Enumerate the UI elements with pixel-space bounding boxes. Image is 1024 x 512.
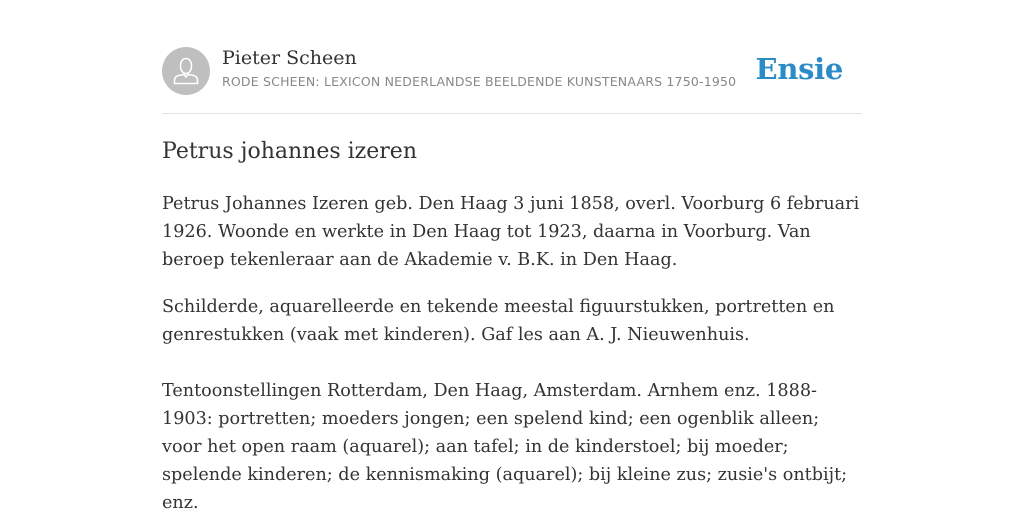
- author-source[interactable]: RODE SCHEEN: LEXICON NEDERLANDSE BEELDENDE KUNSTENAARS 1750-1950: [222, 74, 737, 89]
- article-title: Petrus johannes izeren: [162, 139, 417, 164]
- article-header: [162, 0, 862, 114]
- author-avatar[interactable]: [162, 47, 210, 95]
- article-paragraph: Schilderde, aquarelleerde en tekende meestal figuurstukken, portretten en genrestukken (vaak met kinderen). Gaf les aan A. J. Nieuwenhuis.: [162, 297, 835, 345]
- ensie-logo[interactable]: Ensie: [755, 52, 843, 86]
- article-card: [162, 0, 862, 512]
- user-silhouette-icon: [162, 47, 210, 95]
- author-name[interactable]: Pieter Scheen: [222, 47, 357, 69]
- article-body: [162, 190, 862, 512]
- article-paragraph: Tentoonstellingen Rotterdam, Den Haag, Amsterdam. Arnhem enz. 1888-1903: portretten; moeders jongen; een spelend kind; een ogenblik alleen; voor het open raam (aquarel); aan tafel; in de kinderstoel; bij moeder; spelende kinderen; de kennismaking (aquarel); bij kleine zus; zusie's ontbijt; enz.: [162, 381, 848, 512]
- article-paragraph: Petrus Johannes Izeren geb. Den Haag 3 juni 1858, overl. Voorburg 6 februari 1926. Woonde en werkte in Den Haag tot 1923, daarna in Voorburg. Van beroep tekenleraar aan de Akademie v. B.K. in Den Haag.: [162, 194, 860, 270]
